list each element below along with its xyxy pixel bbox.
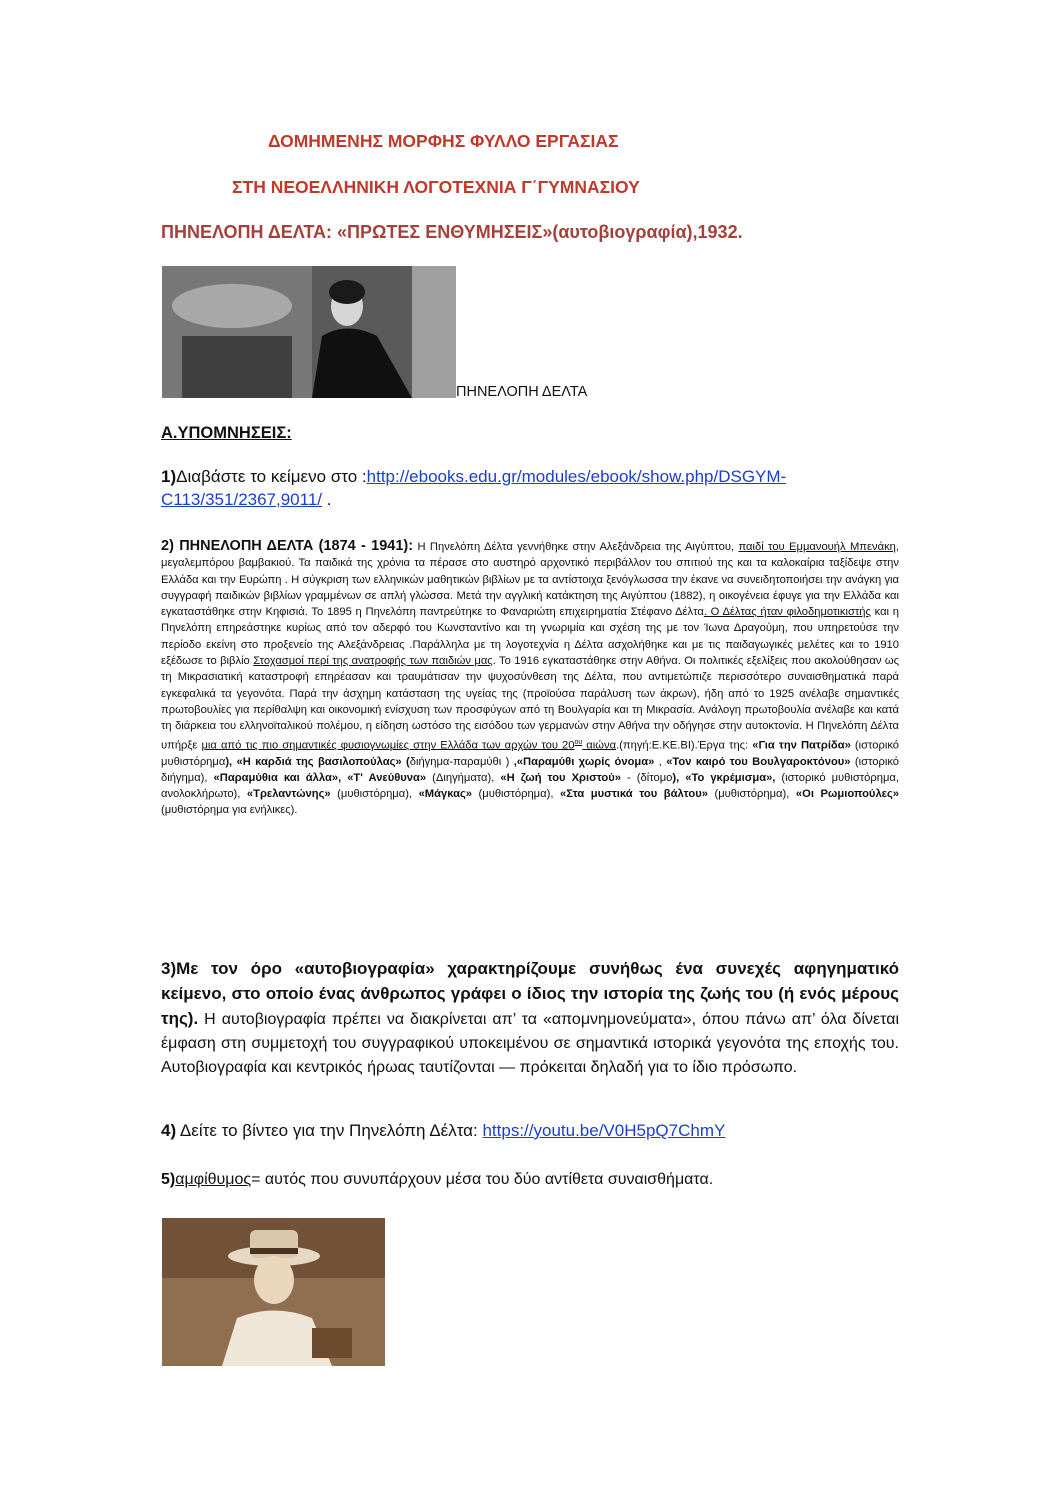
bio-text: , μεγαλεμπόρου βαμβακιού. Τα παιδικά της χρόνια τα πέρασε στο αυστηρό αρχοντικό περιβάλλον του σπιτιού της και τα καλοκαίρια ταξίδεψε στην Ελλάδα και την Ευρώπη . Η σύγκριση των ελληνικών μαθητικών βιβλίων με τα αντίστοιχα ξενόγλωσσα την έκανε να συνειδητοποιήσει την ανάγκη για συγγραφή παιδικών βιβλίων γραμμένων σε απλή γλώσσα. Μετά την αγγλική κατάκτηση της Αιγύπτου (1882), η οικογένεια έφυγε για την Ελλάδα και εγκαταστάθηκε στην Κηφισιά. Το 1895 η Πηνελόπη παντρεύτηκε το Φαναριώτη επιχειρηματία Στέφανο Δέλτα (161, 541, 899, 619)
bio-text: και η Πηνελόπη επηρεάστηκε κυρίως από τον αδερφό του Κωνσταντίνο και τη γνωριμία και σχέση της με τον Ίωνα Δραγούμη, που υπηρετούσε την περίοδο εκείνη στο προξενείο της Αλεξάνδρειας .Παράλληλα με τη λογοτεχνία η Δέλτα ασχολήθηκε και με τις παιδαγωγικές μελέτες και το 1910 εξέδωσε το βιβλίο (161, 606, 899, 668)
section-3-text: Η αυτοβιογραφία πρέπει να διακρίνεται απ’ τα «απομνημονεύματα», όπου πάνω απ’ όλα δίνεται έμφαση στη συμμετοχή του συγγραφικού υποκειμένου σε σημαντικά ιστορικά γεγονότα της εποχής του. Αυτοβιογραφία και κεντρικός ήρωας ταυτίζονται — πρόκειται δηλαδή για το ίδιο πρόσωπο. (161, 1011, 899, 1076)
section-1 (161, 465, 899, 511)
work-title: «Τρελαντώνης» (246, 788, 331, 801)
section-2-biography (161, 538, 899, 819)
section-3-bold: 3)Με τον όρο «αυτοβιογραφία» χαρακτηρίζουμε συνήθως ένα συνεχές αφηγηματικό κείμενο, στο οποίο ένας άνθρωπος γράφει ο ίδιος την ιστορία της ζωής του (ή ενός μέρους της). (161, 959, 899, 1028)
section-4-number: 4) (161, 1121, 177, 1140)
section-3-autobiography-definition (161, 957, 899, 1080)
photo-caption: ΠΗΝΕΛΟΠΗ ΔΕΛΤΑ (456, 384, 588, 400)
title-line-1: ΔΟΜΗΜΕΝΗΣ ΜΟΡΦΗΣ ΦΥΛΛΟ ΕΡΓΑΣΙΑΣ (268, 131, 619, 151)
bio-underline: . Ο Δέλτας ήταν φιλοδημοτικιστής (703, 606, 871, 619)
section-1-text: Διαβάστε το κείμενο στο : (176, 467, 367, 486)
work-desc: (ιστορικό μυθιστόρημα, ανολοκλήρωτο), (161, 771, 900, 801)
work-desc: (μυθιστόρημα), (330, 788, 419, 801)
bio-underline: Στοχασμοί περί της ανατροφής των παιδιών μας (253, 655, 493, 668)
section-1-number: 1) (161, 467, 177, 486)
work-title: «Παραμύθια και άλλα», «Τ' Ανεύθυνα» (213, 771, 427, 784)
section-4 (161, 1121, 725, 1141)
youtube-link[interactable]: https://youtu.be/V0H5pQ7ChmY (482, 1121, 726, 1140)
portrait-photo-penelope-delta (162, 266, 456, 398)
section-5-eq: = (251, 1171, 261, 1188)
work-title: «Η ζωή του Χριστού» (500, 771, 621, 784)
work-title: «Μάγκας» (418, 788, 473, 801)
work-desc: (ιστορικό διήγημα), (161, 755, 900, 784)
section-5-term: αμφίθυμος (175, 1171, 252, 1188)
ebook-link[interactable]: http://ebooks.edu.gr/modules/ebook/show.php/DSGYM-C113/351/2367,9011/ (161, 467, 787, 509)
title-line-3: ΠΗΝΕΛΟΠΗ ΔΕΛΤΑ: «ΠΡΩΤΕΣ ΕΝΘΥΜΗΣΕΙΣ»(αυτοβιογραφία),1932. (161, 222, 743, 242)
section-5-text: αυτός που συνυπάρχουν μέσα του δύο αντίθετα συναισθήματα. (260, 1171, 714, 1188)
work-title: ), «Η καρδιά της βασιλοπούλας» ( (225, 755, 410, 768)
work-title: «Για την Πατρίδα» (752, 739, 851, 752)
work-title: «Τον καιρό του Βουλγαροκτόνου» (666, 755, 851, 768)
bio-underline: αιώνα (582, 739, 617, 752)
section-2-heading: 2) ΠΗΝΕΛΟΠΗ ΔΕΛΤΑ (1874 - 1941): (161, 538, 414, 554)
work-desc: διήγημα-παραμύθι ) (409, 755, 514, 768)
work-title: ,«Παραμύθι χωρίς όνομα» (513, 755, 655, 768)
section-1-after: . (322, 490, 332, 509)
young-portrait-photo (162, 1218, 385, 1366)
work-desc: (μυθιστόρημα), (707, 788, 796, 801)
work-desc: (ιστορικό μυθιστόρημα (161, 739, 899, 768)
bio-text: Η Πηνελόπη Δέλτα γεννήθηκε στην Αλεξάνδρεια της Αιγύπτου, (413, 541, 739, 553)
bio-text: .(πηγή:Ε.ΚΕ.ΒΙ).Έργα της: (616, 739, 753, 752)
bio-superscript: ου (574, 738, 583, 746)
section-5 (161, 1171, 713, 1189)
bio-underline: παιδί του Εμμανουήλ Μπενάκη (738, 541, 896, 553)
work-desc: (μυθιστόρημα), (472, 788, 560, 801)
section-4-text: Δείτε το βίντεο για την Πηνελόπη Δέλτα: (176, 1121, 483, 1140)
work-desc: (μυθιστόρημα για ενήλικες). (161, 804, 298, 817)
section-5-number: 5) (161, 1171, 176, 1188)
work-desc: , (654, 755, 667, 768)
bio-text: . Το 1916 εγκαταστάθηκε στην Αθήνα. Οι πολιτικές εξελίξεις που ακολούθησαν ως τη Μικρασιατική καταστροφή επηρέασαν και τραυμάτισαν την ψυχοσύνθεση της Δέλτα, που αντιμετώπιζε περισσότερο συναισθηματικά παρά εγκεφαλικά τα γεγονότα. Παρά την άσχημη κατάσταση της υγείας της (προϊούσα παράλυση των άκρων), ήδη από το 1925 ανέλαβε σημαντικές πρωτοβουλίες για περίθαλψη και οικονομική ενίσχυση των προσφύγων από τη Βουλγαρία και τη Μικρασία. Ανάλογη πρωτοβουλία ανέλαβε και κατά τη διάρκεια του ελληνοϊταλικού πολέμου, η είδηση ωστόσο της εισόδου των γερμανών στην Αθήνα την οδήγησε στην αυτοκτονία. Η Πηνελόπη Δέλτα υπήρξε (161, 655, 900, 752)
work-title: ), «Το γκρέμισμα», (672, 771, 776, 784)
section-heading-a: Α.ΥΠΟΜΝΗΣΕΙΣ: (161, 424, 292, 442)
work-title: «Στα μυστικά του βάλτου» (559, 788, 708, 801)
title-line-2: ΣΤΗ ΝΕΟΕΛΛΗΝΙΚΗ ΛΟΓΟΤΕΧΝΙΑ Γ΄ΓΥΜΝΑΣΙΟΥ (232, 177, 640, 197)
work-desc: (Διηγήματα), (426, 771, 501, 784)
bio-underline: μια από τις πιο σημαντικές φυσιογνωμίες στην Ελλάδα των αρχών του 20 (201, 739, 575, 752)
work-title: «Οι Ρωμιοπούλες» (795, 788, 900, 801)
work-desc: - (δίτομο (621, 771, 673, 784)
